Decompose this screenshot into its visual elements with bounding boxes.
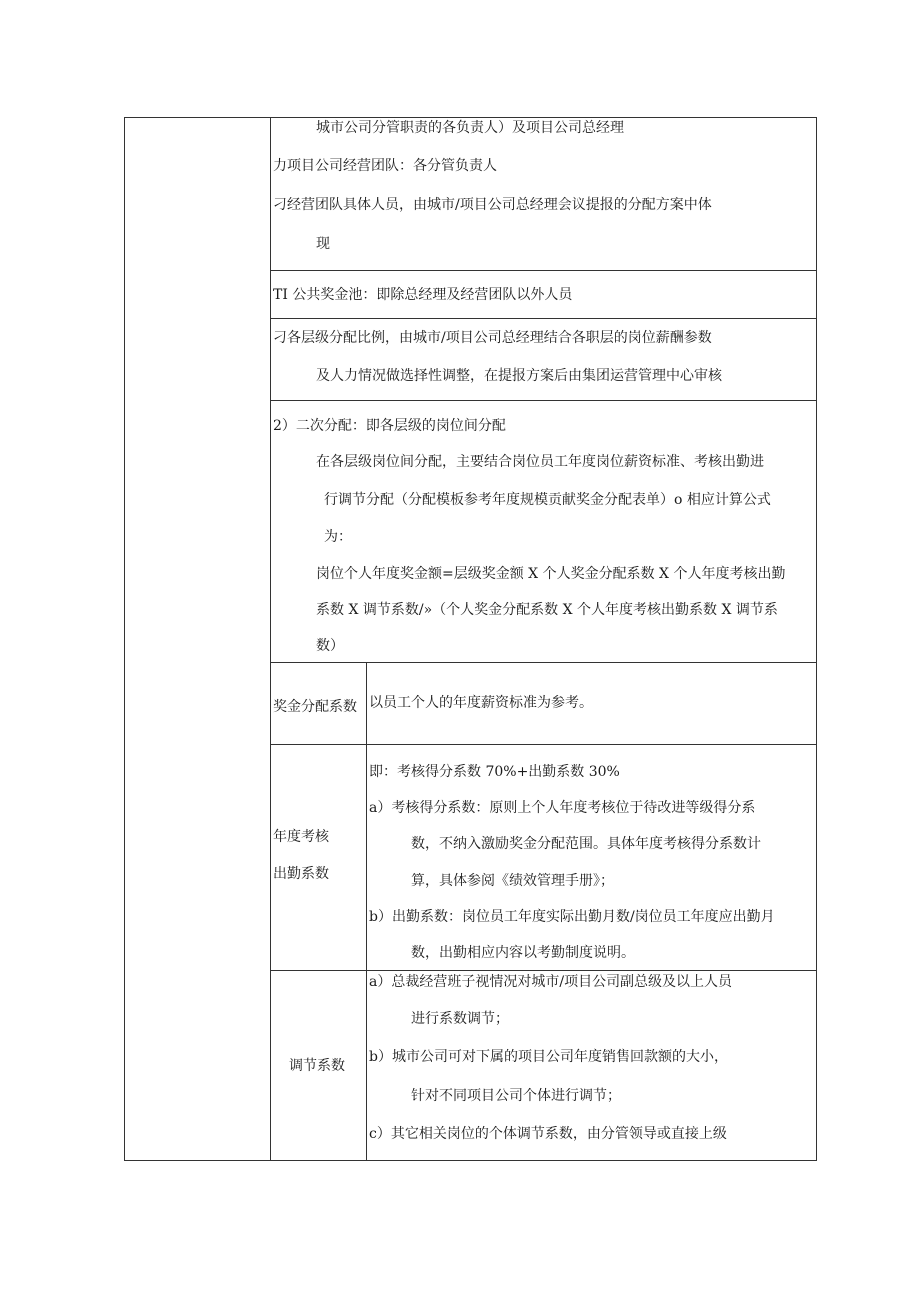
section-heading: 2）二次分配：即各层级的岗位间分配 [273, 418, 506, 434]
paragraph-line: 数，出勤相应内容以考勤制度说明。 [411, 945, 635, 961]
row-label-adjustment: 调节系数 [289, 1058, 345, 1074]
paragraph-line: 刁经营团队具体人员，由城市/项目公司总经理会议提报的分配方案中体 [273, 197, 712, 213]
paragraph-line: 城市公司分管职责的各负责人）及项目公司总经理 [316, 120, 624, 136]
paragraph-line: 进行系数调节； [411, 1011, 509, 1027]
formula-line: 岗位个人年度奖金额=层级奖金额 X 个人奖金分配系数 X 个人年度考核出勤 [316, 566, 786, 582]
row-divider [270, 970, 817, 971]
column-divider-left [270, 117, 271, 1161]
paragraph-line: c）其它相关岗位的个体调节系数，由分管领导或直接上级 [369, 1126, 727, 1142]
row-divider [270, 662, 817, 663]
paragraph-line: b）出勤系数：岗位员工年度实际出勤月数/岗位员工年度应出勤月 [369, 909, 775, 925]
row-label-attendance: 年度考核 [273, 829, 329, 845]
paragraph-line: 行调节分配（分配模板参考年度规模贡献奖金分配表单）o 相应计算公式 [324, 492, 771, 508]
paragraph-line: 数，不纳入激励奖金分配范围。具体年度考核得分系数计 [411, 836, 761, 852]
row-label-attendance: 出勤系数 [273, 866, 329, 882]
row-content-bonus-coefficient: 以员工个人的年度薪资标准为参考。 [369, 695, 593, 711]
row-divider [270, 270, 817, 271]
column-divider-inner [366, 662, 367, 1161]
paragraph-line: 刁各层级分配比例，由城市/项目公司总经理结合各职层的岗位薪酬参数 [273, 330, 712, 346]
paragraph-line: 即：考核得分系数 70%+出勤系数 30% [369, 764, 620, 780]
row-divider [270, 744, 817, 745]
paragraph-line: 现 [316, 236, 330, 252]
table-border [124, 117, 817, 1161]
paragraph-line: 力项目公司经营团队：各分管负责人 [273, 158, 497, 174]
paragraph-line: 及人力情况做选择性调整，在提报方案后由集团运营管理中心审核 [316, 368, 722, 384]
paragraph-line: a）考核得分系数：原则上个人年度考核位于待改进等级得分系 [369, 800, 756, 816]
row-label-bonus-coefficient: 奖金分配系数 [273, 699, 357, 715]
paragraph-line: 为： [324, 529, 352, 545]
paragraph-line: a）总裁经营班子视情况对城市/项目公司副总级及以上人员 [369, 974, 733, 990]
row-divider [270, 400, 817, 401]
formula-line: 系数 X 调节系数/»（个人奖金分配系数 X 个人年度考核出勤系数 X 调节系 [316, 602, 778, 618]
paragraph-line: TI 公共奖金池：即除总经理及经营团队以外人员 [273, 287, 573, 303]
paragraph-line: 在各层级岗位间分配，主要结合岗位员工年度岗位薪资标准、考核出勤进 [316, 454, 764, 470]
row-divider [270, 318, 817, 319]
paragraph-line: 算，具体参阅《绩效管理手册》； [411, 873, 614, 889]
formula-line: 数） [316, 638, 344, 654]
paragraph-line: b）城市公司可对下属的项目公司年度销售回款额的大小， [369, 1049, 728, 1065]
paragraph-line: 针对不同项目公司个体进行调节； [411, 1088, 621, 1104]
